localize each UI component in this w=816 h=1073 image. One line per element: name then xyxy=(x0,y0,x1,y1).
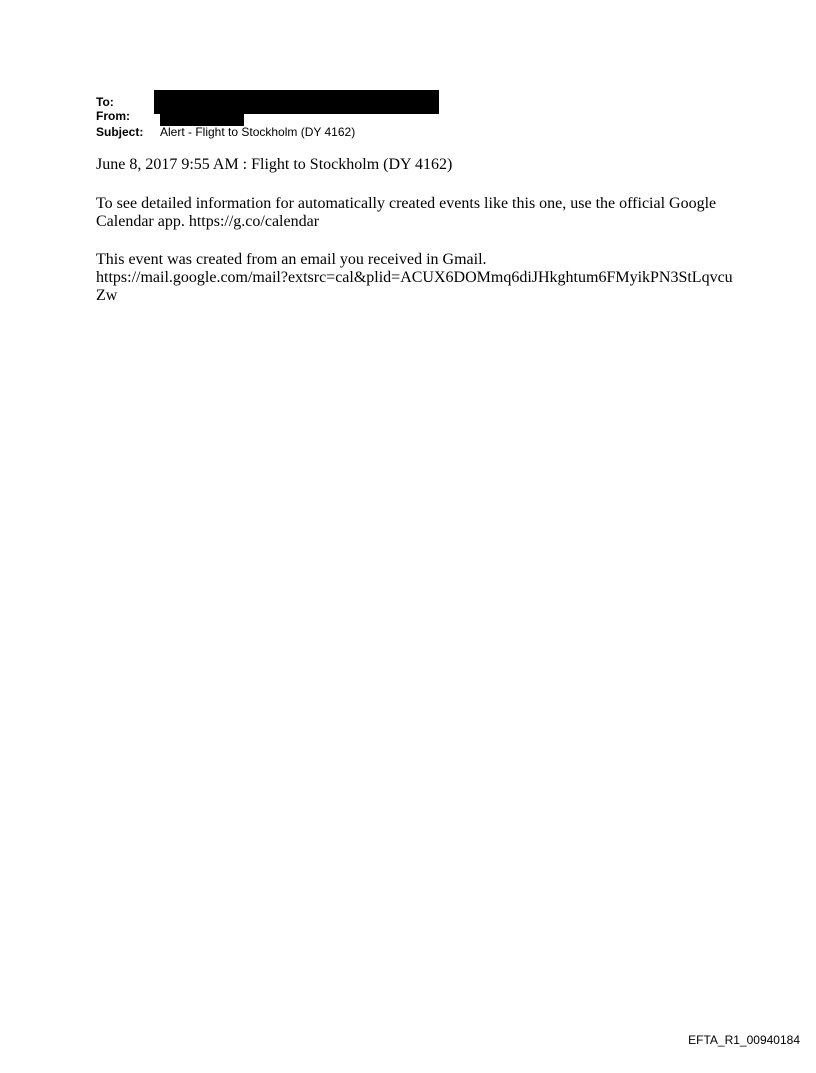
from-label: From: xyxy=(96,109,130,123)
to-label: To: xyxy=(96,95,114,109)
gmail-link[interactable]: https://mail.google.com/mail?extsrc=cal&plid=ACUX6DOMmq6diJHkghtum6FMyikPN3StLqvcuZw xyxy=(96,269,733,304)
to-row xyxy=(96,96,114,109)
subject-label: Subject: xyxy=(96,125,144,139)
subject-value: Alert - Flight to Stockholm (DY 4162) xyxy=(160,125,356,139)
calendar-info-text: To see detailed information for automatically created events like this one, use the official Google Calendar app. https://g.co/calendar xyxy=(96,195,717,230)
event-line: June 8, 2017 9:55 AM : Flight to Stockholm (DY 4162) xyxy=(96,156,453,173)
from-row xyxy=(96,110,130,123)
created-from-email-block xyxy=(96,251,736,305)
created-from-email-text: This event was created from an email you received in Gmail. xyxy=(96,251,487,268)
subject-row xyxy=(96,125,356,139)
to-redaction xyxy=(154,90,439,114)
document-id: EFTA_R1_00940184 xyxy=(688,1033,800,1047)
